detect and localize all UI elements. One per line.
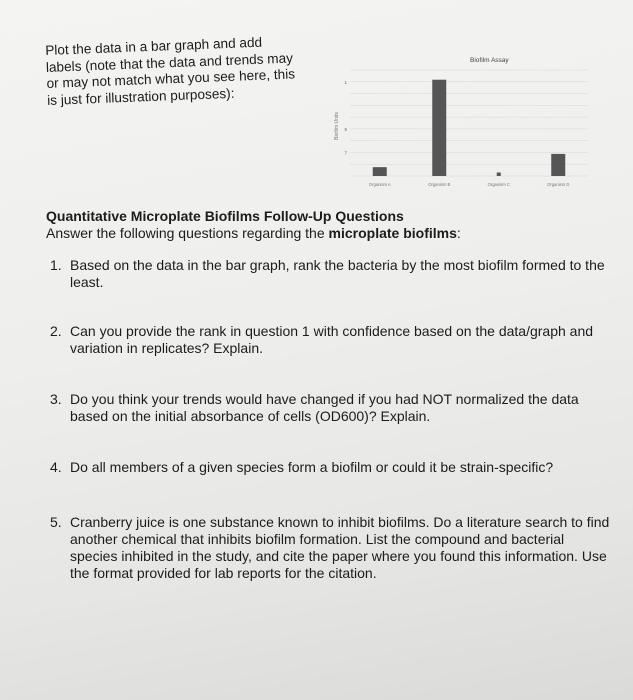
question-number: 1.	[50, 257, 62, 273]
bar-organism-c	[497, 172, 501, 176]
question-number: 2.	[50, 323, 62, 339]
intro-instructions: Plot the data in a bar graph and add labels (note that the data and trends may or may not match what you see here, this is just for illustration purposes):	[45, 34, 296, 108]
x-tick-label: Organism D	[547, 182, 570, 187]
question-number: 3.	[50, 391, 62, 407]
y-tick-label: 1	[344, 79, 347, 85]
follow-up-section	[46, 208, 606, 242]
question-text: Based on the data in the bar graph, rank the bacteria by the most biofilm formed to the least.	[70, 257, 605, 290]
prompt-emphasis: microplate biofilms	[328, 225, 457, 241]
question-5	[50, 514, 615, 582]
bar-organism-d	[551, 154, 565, 176]
question-4	[50, 459, 615, 476]
question-number: 5.	[50, 514, 62, 530]
y-tick-label: 7	[344, 150, 347, 156]
x-tick-label: Organism B	[428, 182, 451, 187]
chart-bars	[373, 80, 566, 176]
question-text: Cranberry juice is one substance known to inhibit biofilms. Do a literature search to find another chemical that inhibits biofilm formation. List the compound and bacterial species inhibited in the study, and cite the paper where you found this information. Use the format provided for lab reports for the citation.	[70, 514, 610, 581]
question-number: 4.	[50, 459, 62, 475]
question-text: Do all members of a given species form a biofilm or could it be strain-specific?	[70, 459, 554, 475]
prompt-text: Answer the following questions regarding the	[46, 225, 329, 241]
question-text: Can you provide the rank in question 1 with confidence based on the data/graph and variation in replicates? Explain.	[70, 323, 594, 356]
prompt-end: :	[456, 225, 461, 241]
question-2	[50, 323, 615, 357]
biofilm-chart	[330, 48, 595, 198]
question-3	[50, 391, 615, 425]
x-tick-label: Organism A	[368, 182, 391, 187]
question-text: Do you think your trends would have changed if you had NOT normalized the data based on the initial absorbance of cells (OD600)? Explain.	[70, 391, 579, 424]
section-prompt	[46, 225, 606, 242]
bar-organism-b	[432, 80, 446, 176]
bar-organism-a	[373, 167, 387, 176]
question-1	[50, 257, 615, 291]
chart-y-axis-label: Biofilm Units	[334, 112, 340, 140]
y-tick-label: 5	[344, 126, 347, 132]
chart-x-labels	[369, 182, 570, 187]
chart-title: Biofilm Assay	[470, 57, 509, 64]
x-tick-label: Organism C	[487, 182, 510, 187]
section-heading: Quantitative Microplate Biofilms Follow-Up Questions	[46, 208, 404, 224]
chart-y-ticks	[344, 80, 347, 156]
